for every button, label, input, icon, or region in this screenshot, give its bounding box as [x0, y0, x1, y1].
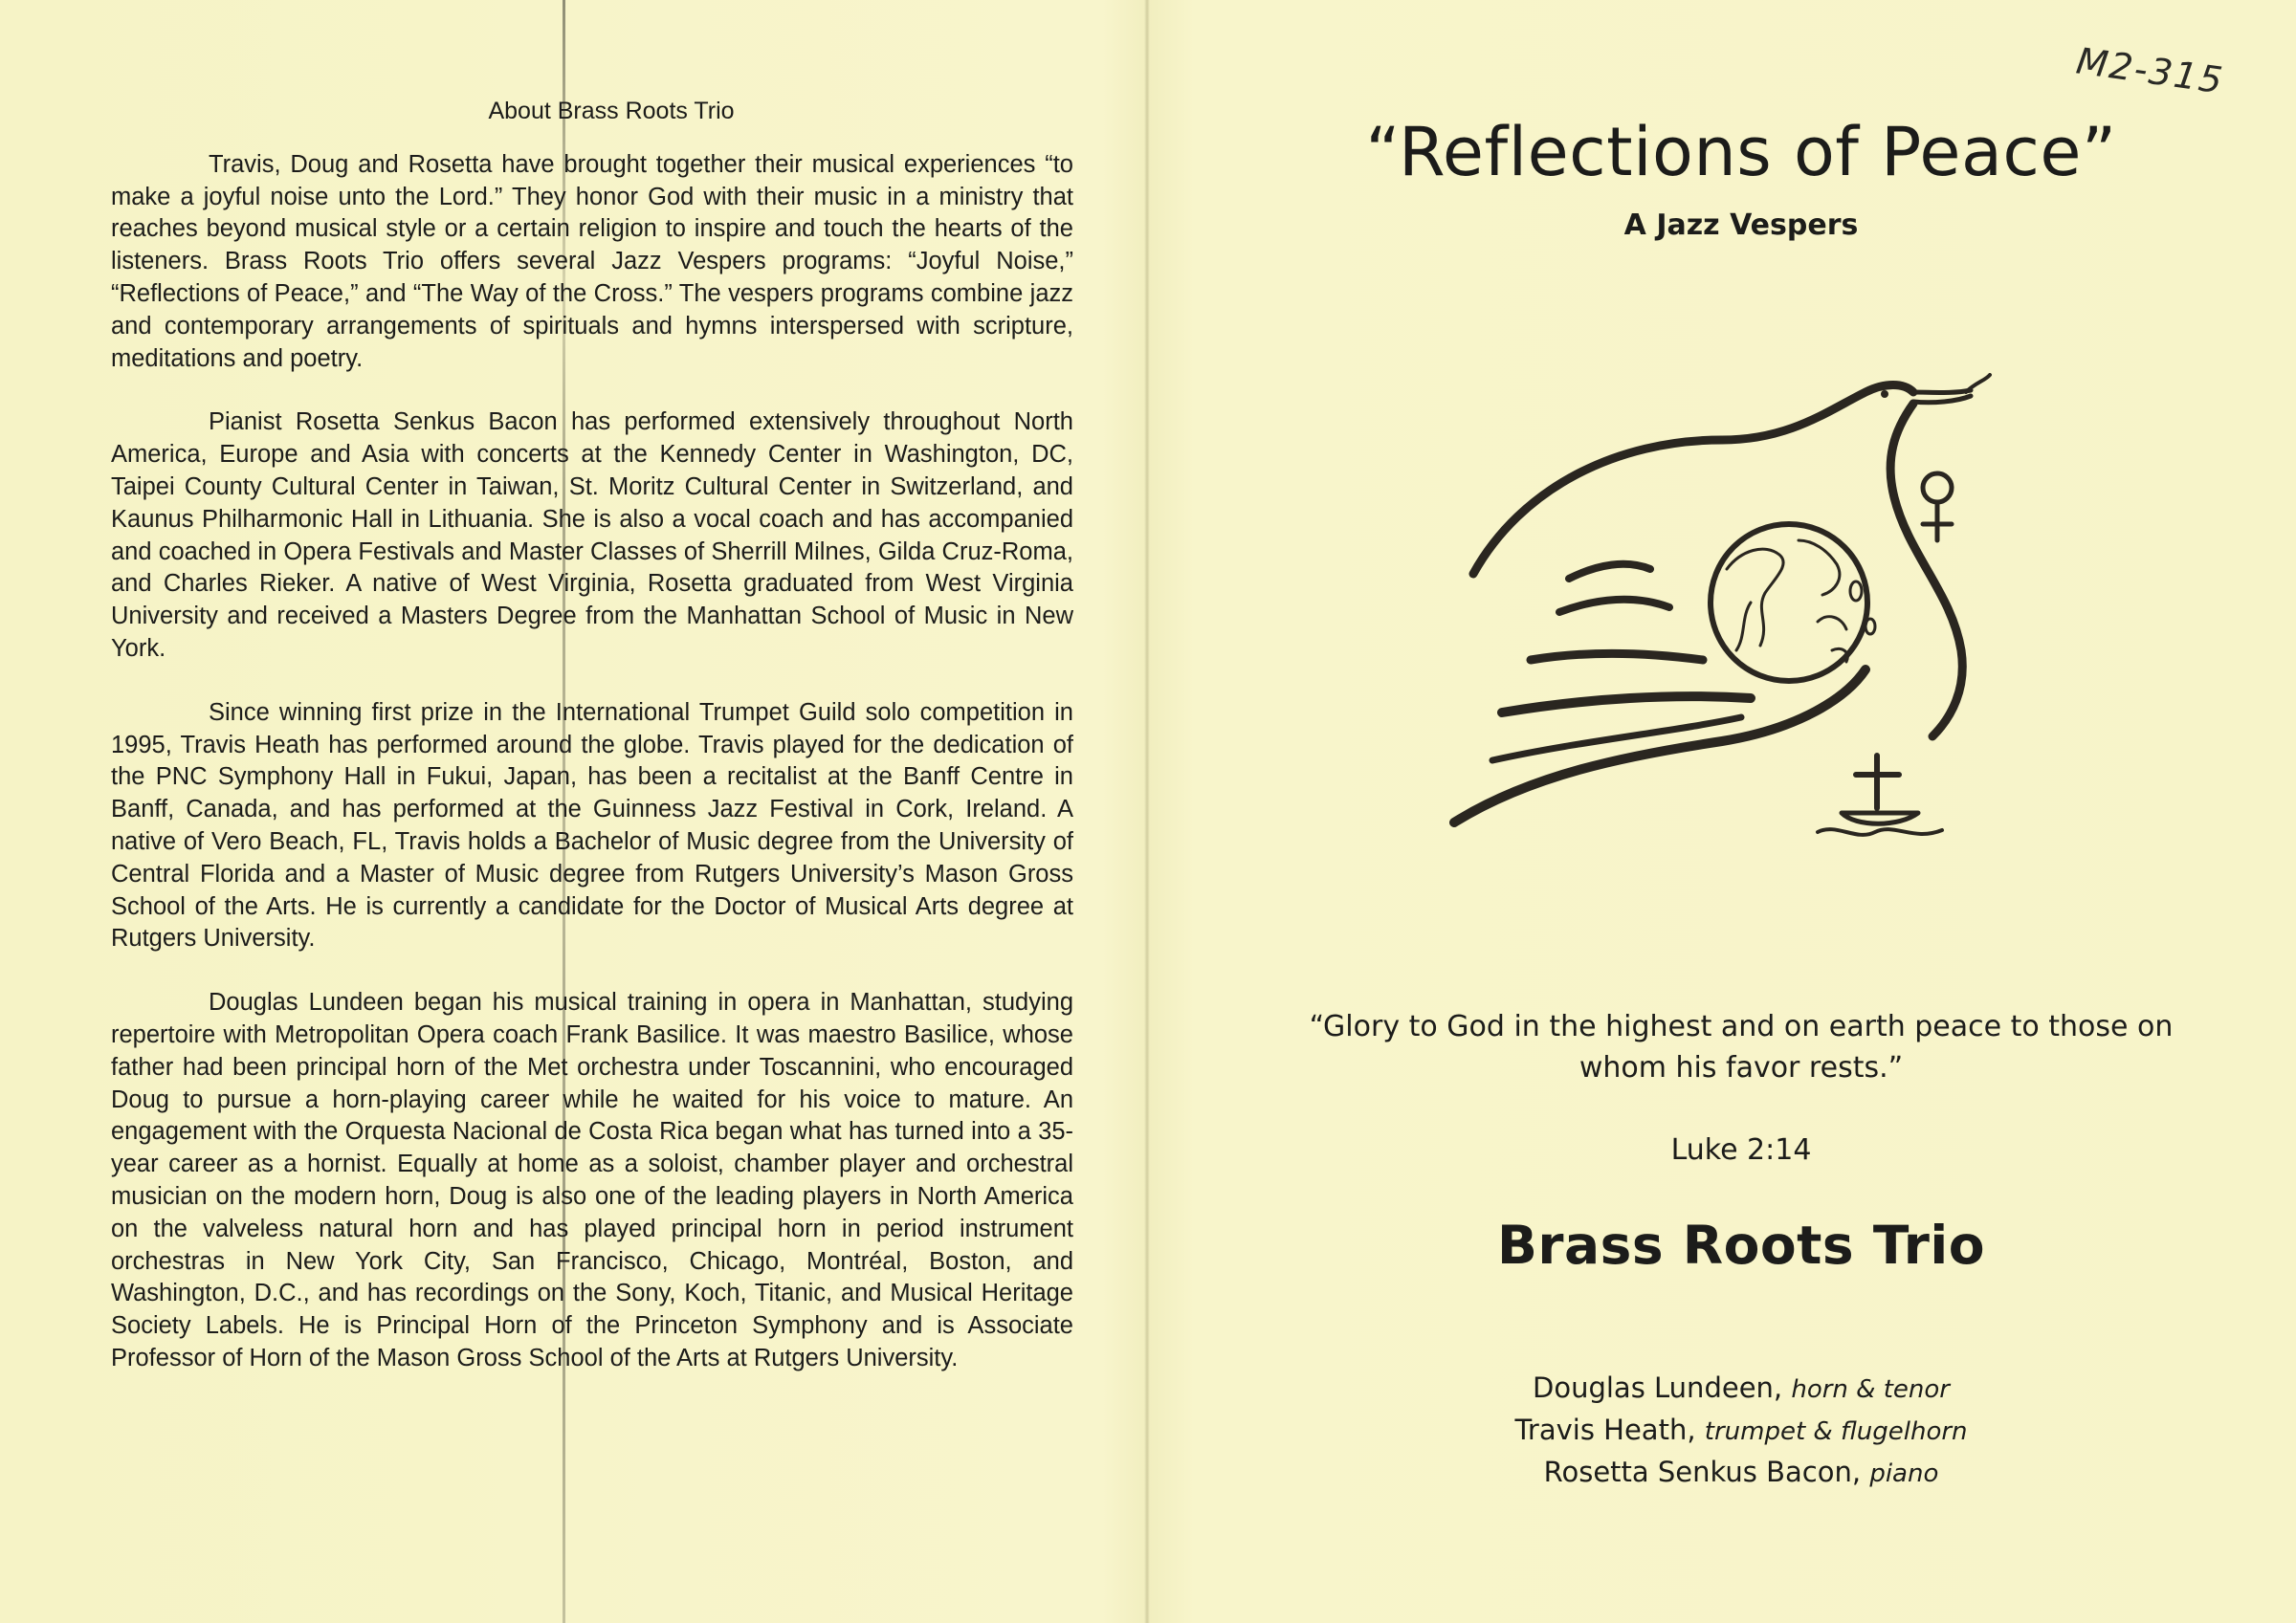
dove-eye — [1881, 390, 1888, 398]
about-panel — [111, 96, 1073, 1407]
personnel-list — [1244, 1368, 2239, 1494]
wing-feather — [1559, 600, 1669, 612]
wing-feather — [1569, 564, 1650, 579]
island-mark — [1850, 581, 1862, 601]
program-title: “Reflections of Peace” — [1365, 113, 2117, 191]
island-mark — [1866, 619, 1875, 634]
bio-intro-paragraph: Travis, Doug and Rosetta have brought together their musical experiences “to make a joyful noise unto the Lord.” They honor God with their music in a ministry that reaches beyond musical style or a certain religion to inspire and touch the hearts of the listeners. Brass Roots Trio offers several Jazz Vespers programs: “Joyful Noise,” “Reflections of Peace,” and “The Way of the Cross.” The vespers programs combine jazz and contemporary arrangements of spirituals and hymns interspersed with scripture, meditations and poetry. — [111, 150, 1073, 372]
olive-sprig — [1966, 375, 1990, 392]
dove-tail-sweep — [1492, 717, 1741, 760]
venus-symbol-ring — [1923, 473, 1952, 502]
performer-role: trumpet & flugelhorn — [1704, 1417, 1968, 1446]
wing-feather — [1502, 696, 1751, 713]
boat-hull — [1842, 813, 1918, 823]
water-waves — [1818, 829, 1942, 835]
scripture-reference: Luke 2:14 — [1670, 1133, 1812, 1167]
ensemble-name: Brass Roots Trio — [1496, 1215, 1986, 1276]
bio-douglas-paragraph: Douglas Lundeen began his musical training in opera in Manhattan, studying repertoire with Metropolitan Opera coach Frank Basilice. It was maestro Basilice, whose father had been principal horn of the Met orchestra under Toscannini, who encouraged Doug to pursue a horn-playing career while he waited for his voice to mature. An engagement with the Orquesta Nacional de Costa Rica began what has turned into a 35-year career as a hornist. Equally at home as a soloist, chamber player and orchestral musician on the modern horn, Doug is also one of the leading players in North America on the valveless natural horn and has played principal horn in period instrument orchestras in New York City, San Francisco, Chicago, Montréal, Boston, and Washington, D.C., and has recordings on the Sony, Koch, Titanic, and Musical Heritage Society Labels. He is Principal Horn of the Princeton Symphony and is Associate Professor of Horn of the Mason Gross School of the Arts at Rutgers University. — [111, 989, 1073, 1371]
globe-outline — [1711, 524, 1867, 681]
personnel-row — [1244, 1410, 2239, 1452]
performer-name: Travis Heath, — [1514, 1414, 1696, 1446]
bio-rosetta-paragraph: Pianist Rosetta Senkus Bacon has performed extensively throughout North America, Europe and Asia with concerts at the Kennedy Center in Washington, DC, Taipei County Cultural Center in Taiwan, St. Moritz Cultural Center in Switzerland, and Kaunus Philharmonic Hall in Lithuania. She is also a vocal coach and has accompanied and coached in Opera Festivals and Master Classes of Sherrill Milnes, Gilda Cruz-Roma, and Charles Rieker. A native of West Virginia, Rosetta graduated from West Virginia University and received a Masters Degree from the Manhattan School of Music in New York. — [111, 408, 1073, 662]
program-subtitle: A Jazz Vespers — [1623, 208, 1859, 242]
personnel-row — [1244, 1368, 2239, 1410]
venus-symbol-cross — [1923, 502, 1952, 540]
dove-breast-stroke — [1890, 404, 1962, 736]
about-heading: About Brass Roots Trio — [488, 98, 735, 124]
performer-name: Rosetta Senkus Bacon, — [1543, 1456, 1862, 1488]
scripture-quote: “Glory to God in the highest and on earth peace to those on whom his favor rests.” — [1309, 1010, 2174, 1085]
dove-beak — [1913, 390, 1971, 403]
personnel-row — [1244, 1452, 2239, 1494]
performer-role: piano — [1869, 1459, 1939, 1488]
bio-travis-paragraph: Since winning first prize in the International Trumpet Guild solo competition in 1995, Travis Heath has performed around the globe. Travis played for the dedication of the PNC Symphony Hall in Fukui, Japan, has been a recitalist at the Banff Centre in Banff, Canada, and has performed at the Guinness Jazz Festival in Cork, Ireland. A native of Vero Beach, FL, Travis holds a Bachelor of Music degree from the University of Central Florida and a Master of Music degree from Rutgers University’s Mason Gross School of the Arts. He is currently a candidate for the Doctor of Musical Arts degree at Rutgers University. — [111, 698, 1073, 953]
wing-feather — [1531, 653, 1703, 660]
performer-name: Douglas Lundeen, — [1533, 1371, 1783, 1404]
globe-continents — [1727, 540, 1847, 662]
boat-cross — [1856, 756, 1899, 808]
center-fold — [1144, 0, 1150, 1623]
dove-globe-illustration — [1435, 373, 2009, 889]
handwritten-archive-note: M2-315 — [2073, 39, 2227, 102]
dove-back-stroke — [1473, 385, 1913, 575]
performer-role: horn & tenor — [1791, 1375, 1950, 1404]
